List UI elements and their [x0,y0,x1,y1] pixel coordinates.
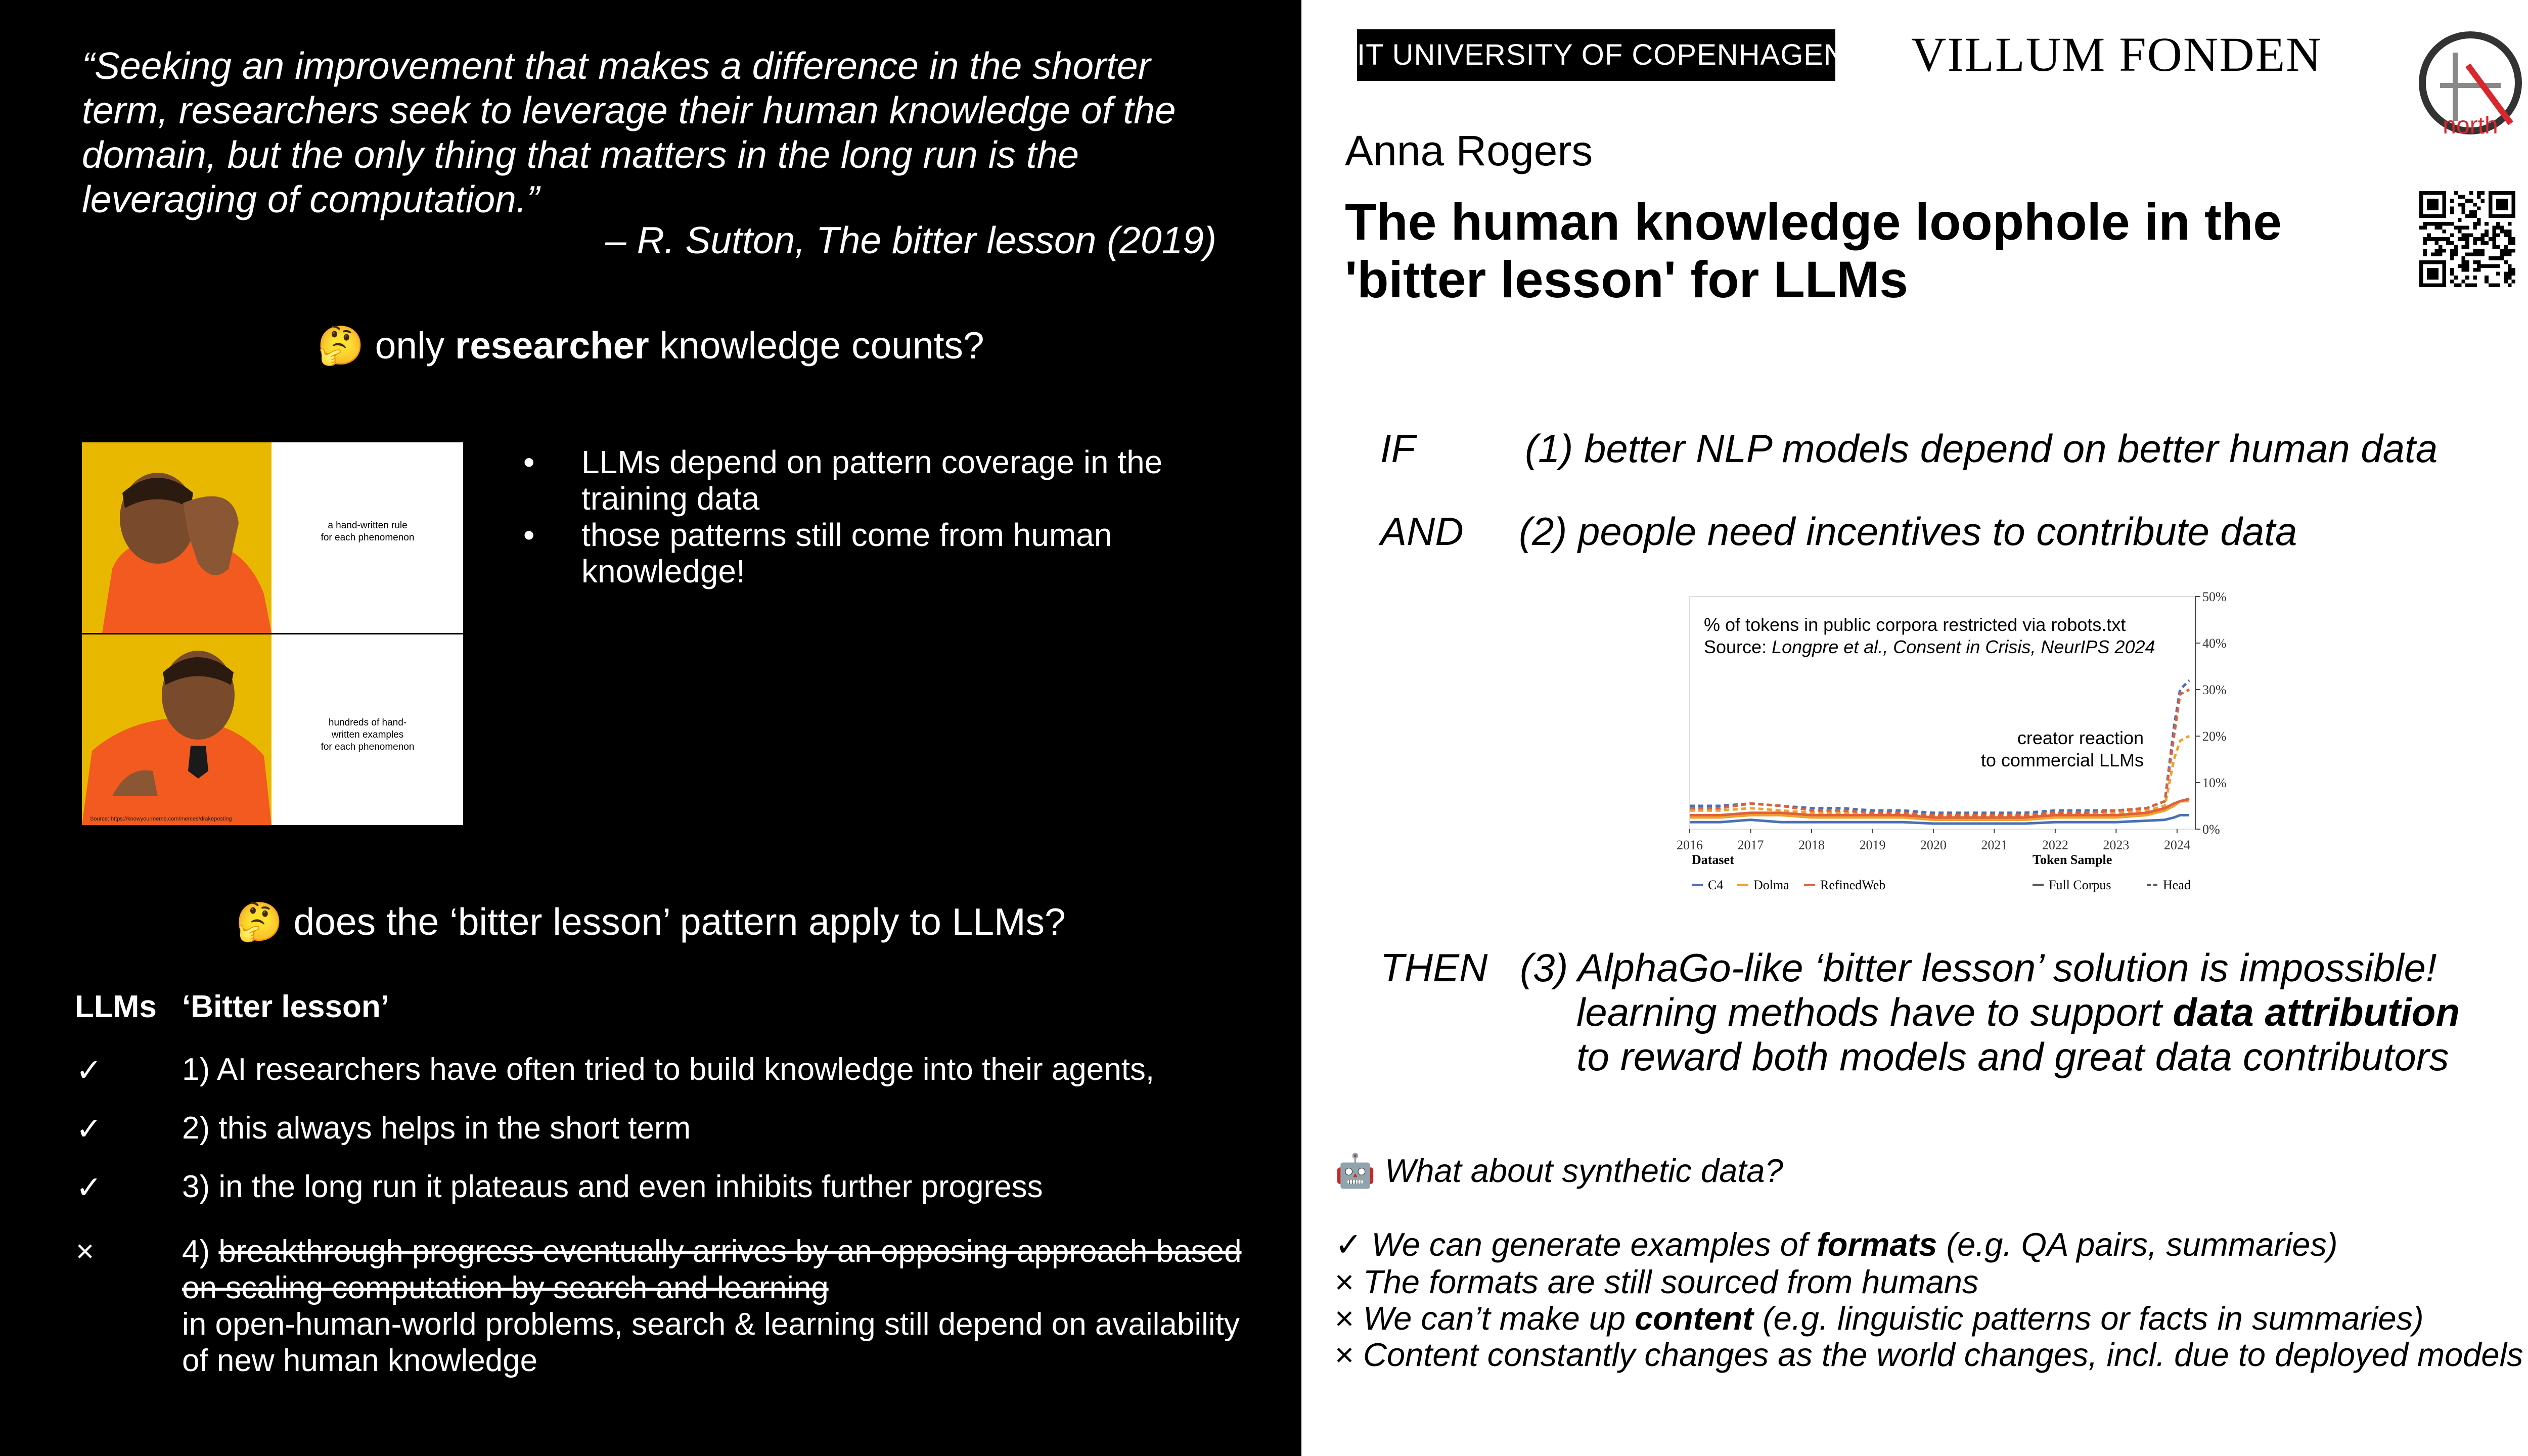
question1-pre: only [375,324,445,367]
legend-dataset-label: RefinedWeb [1820,878,1886,892]
qr-module [2477,264,2481,268]
row4-correction: in open-human-world problems, search & learning still depend on availability of new human knowledge [182,1307,1240,1378]
chart-svg [1677,584,2306,908]
qr-module [2504,234,2508,238]
check-mark-icon: ✓ [76,1053,102,1088]
qr-module [2462,206,2466,210]
x-tick-label: 2016 [1677,838,1703,852]
qr-module [2446,222,2450,226]
qr-module [2439,253,2443,257]
qr-module [2465,276,2469,280]
qr-module [2469,214,2473,218]
qr-module [2439,225,2443,230]
qr-module [2462,264,2466,268]
north-logo-icon [2415,32,2526,144]
qr-module [2454,283,2458,287]
qr-module [2465,268,2469,272]
qr-module [2496,225,2500,230]
robots-restriction-chart [1677,584,2306,908]
qr-module [2511,280,2515,284]
qr-module [2443,222,2447,226]
qr-module [2511,272,2515,276]
qr-module [2504,253,2508,257]
x-tick-label: 2017 [1737,838,1764,852]
qr-module [2462,225,2466,230]
qr-module [2462,195,2466,199]
qr-module [2462,203,2466,207]
robot-emoji-icon: 🤖 [1335,1152,1376,1189]
author-name: Anna Rogers [1345,127,1593,174]
table-row [182,1234,1244,1379]
qr-module [2462,268,2466,272]
chart-source-label: Source: [1704,636,1767,657]
qr-module [2511,268,2515,272]
table-row: 1) AI researchers have often tried to build knowledge into their agents, [182,1052,1155,1087]
qr-module [2508,268,2512,272]
qr-module [2434,241,2439,245]
qr-module [2496,245,2500,249]
qr-module [2496,234,2500,238]
itu-logo: IT UNIVERSITY OF COPENHAGEN [1357,29,1835,81]
qr-module [2473,222,2477,226]
qr-module [2458,225,2462,230]
qr-module [2446,237,2450,241]
qr-module [2458,195,2462,199]
question1-bold: researcher [455,324,649,367]
qr-module [2489,264,2493,268]
qr-module [2496,256,2500,260]
qr-module [2481,234,2485,238]
qr-module [2477,249,2481,253]
qr-module [2423,222,2427,226]
qr-module [2439,245,2443,249]
qr-finder [2427,199,2439,210]
qr-module [2492,256,2496,260]
chart-source [1704,636,2155,657]
qr-module [2427,234,2431,238]
qr-module [2462,234,2466,238]
y-tick-label: 10% [2202,776,2227,790]
qr-module [2450,249,2454,253]
then-line-2-pre: learning methods have to support [1576,990,2162,1034]
qr-module [2492,230,2496,234]
llm-pattern-bullets [518,444,1176,589]
qr-module [2473,268,2477,272]
qr-module [2446,241,2450,245]
qr-module [2511,241,2515,245]
x-tick-label: 2024 [2163,838,2190,852]
table-row: 3) in the long run it plateaus and even inhibits further progress [182,1169,1043,1204]
x-tick-label: 2020 [1920,838,1947,852]
drake-meme [82,442,463,825]
qr-module [2508,249,2512,253]
qr-module [2434,253,2439,257]
qr-module [2477,253,2481,257]
qr-module [2477,222,2481,226]
qr-module [2485,280,2489,284]
qr-module [2485,264,2489,268]
qr-module [2419,225,2423,230]
poster-title: The human knowledge loophole in the 'bitter lesson' for LLMs [1345,193,2282,308]
qr-module [2434,225,2439,230]
qr-module [2439,237,2443,241]
qr-module [2492,245,2496,249]
qr-module [2454,225,2458,230]
qr-module [2504,245,2508,249]
qr-module [2473,249,2477,253]
qr-module [2508,272,2512,276]
qr-module [2458,283,2462,287]
synthetic-question-text: What about synthetic data? [1385,1152,1783,1189]
qr-module [2508,264,2512,268]
synthetic-item-post: (e.g. linguistic patterns or facts in summaries) [1762,1300,2424,1337]
synthetic-item [1335,1225,2338,1264]
qr-module [2450,206,2454,210]
qr-module [2477,206,2481,210]
synthetic-item-text: We can’t make up [1363,1300,1626,1337]
qr-module [2434,222,2439,226]
qr-module [2500,256,2504,260]
legend-sample-label: Head [2163,878,2191,892]
qr-module [2492,234,2496,238]
question1-post: knowledge counts? [659,324,984,367]
qr-module [2458,264,2462,268]
cross-mark-icon: × [1335,1263,1354,1300]
qr-module [2465,199,2469,203]
cross-mark-icon: × [76,1234,95,1269]
if-condition: (1) better NLP models depend on better human data [1525,426,2438,471]
qr-module [2462,256,2466,260]
qr-module [2439,222,2443,226]
qr-module [2465,245,2469,249]
then-line-2 [1576,990,2460,1034]
qr-module [2492,225,2496,230]
then-label: THEN [1380,945,1488,990]
qr-module [2458,218,2462,222]
qr-module [2500,230,2504,234]
qr-module [2496,283,2500,287]
qr-module [2508,234,2512,238]
qr-module [2481,264,2485,268]
qr-module [2450,256,2454,260]
qr-module [2508,222,2512,226]
bullet-item: • those patterns still come from human knowledge! [518,517,1176,589]
qr-module [2473,214,2477,218]
qr-module [2496,272,2500,276]
y-tick-label: 50% [2202,589,2227,604]
qr-module [2489,283,2493,287]
qr-finder [2496,199,2508,210]
if-label: IF [1380,426,1416,471]
qr-module [2489,256,2493,260]
meme-bottom-text-1: hundreds of hand- [328,717,407,728]
qr-module [2434,237,2439,241]
qr-module [2431,253,2435,257]
qr-module [2489,237,2493,241]
qr-module [2423,249,2427,253]
qr-module [2477,191,2481,195]
qr-module [2481,253,2485,257]
check-mark-icon: ✓ [1335,1226,1363,1263]
qr-module [2481,191,2485,195]
qr-module [2462,245,2466,249]
x-tick-label: 2019 [1859,838,1886,852]
sutton-quote: “Seeking an improvement that makes a difference in the shorter term, researchers seek to leverage their human knowledge of the domain, but the only thing that matters in the long run is the leveraging of computation.” [82,44,1176,220]
qr-module [2450,268,2454,272]
qr-module [2458,203,2462,207]
synthetic-item [1335,1299,2424,1337]
legend-sample-title: Token Sample [2033,852,2112,867]
qr-module [2473,225,2477,230]
qr-module [2427,237,2431,241]
qr-module [2508,241,2512,245]
north-logo-text: north [2443,112,2498,139]
qr-module [2511,237,2515,241]
qr-module [2469,253,2473,257]
north-logo [2415,32,2526,144]
qr-module [2496,264,2500,268]
qr-module [2458,230,2462,234]
qr-module [2450,272,2454,276]
qr-module [2465,253,2469,257]
qr-module [2477,195,2481,199]
and-condition: (2) people need incentives to contribute data [1519,509,2297,554]
synthetic-item-bold: formats [1816,1226,1937,1263]
qr-module [2481,241,2485,245]
thinking-emoji-icon: 🤔 [236,900,283,943]
struck-claim: breakthrough progress eventually arrives by an opposing approach based on scaling computation by search and learning [182,1234,1242,1305]
chart-source-text: Longpre et al., Consent in Crisis, NeurIPS 2024 [1772,636,2155,657]
meme-bottom-text-2: written examples [331,730,404,740]
synthetic-item-text: Content constantly changes as the world changes, incl. due to deployed models [1363,1336,2523,1373]
meme-top-text-2: for each phenomenon [321,532,415,543]
qr-module [2477,260,2481,264]
bullet-item: • LLMs depend on pattern coverage in the training data [518,444,1176,517]
qr-module [2504,272,2508,276]
meme-source: Source: https://knowyourmeme.com/memes/drakeposting [90,816,232,822]
qr-module [2450,253,2454,257]
qr-module [2465,241,2469,245]
check-mark-icon: ✓ [76,1112,102,1147]
qr-module [2469,210,2473,214]
qr-module [2473,237,2477,241]
qr-module [2500,225,2504,230]
qr-module [2508,230,2512,234]
x-tick-label: 2018 [1798,838,1825,852]
x-tick-label: 2023 [2103,838,2130,852]
and-label: AND [1380,509,1464,554]
legend-dataset-label: C4 [1708,878,1724,892]
meme-bottom-text-3: for each phenomenon [321,742,415,752]
qr-module [2423,237,2427,241]
synthetic-data-question [1335,1152,1783,1190]
y-tick-label: 30% [2202,682,2227,697]
quote-attribution: – R. Sutton, The bitter lesson (2019) [605,219,1216,261]
question-bitter-lesson [0,900,1301,944]
qr-module [2431,222,2435,226]
qr-module [2450,241,2454,245]
qr-module [2477,237,2481,241]
qr-module [2508,253,2512,257]
synthetic-item-post: (e.g. QA pairs, summaries) [1946,1226,2338,1263]
qr-module [2504,249,2508,253]
cross-mark-icon: × [1335,1300,1354,1337]
qr-module [2462,260,2466,264]
qr-module [2465,264,2469,268]
question-researcher-knowledge [0,324,1301,368]
qr-module [2450,199,2454,203]
qr-module [2462,237,2466,241]
qr-module [2465,237,2469,241]
chart-title: % of tokens in public corpora restricted via robots.txt [1704,614,2126,635]
qr-module [2439,249,2443,253]
qr-module [2454,276,2458,280]
qr-module [2454,249,2458,253]
y-tick-label: 20% [2202,729,2227,744]
qr-module [2481,199,2485,203]
legend-sample-label: Full Corpus [2049,878,2111,892]
qr-module [2508,237,2512,241]
qr-module [2465,283,2469,287]
then-line-3: to reward both models and great data contributors [1576,1034,2449,1079]
x-tick-label: 2021 [1981,838,2008,852]
qr-finder [2427,268,2439,280]
then-line-1: (3) AlphaGo-like ‘bitter lesson’ solution is impossible! [1520,945,2437,990]
qr-module [2469,283,2473,287]
qr-module [2485,241,2489,245]
synthetic-item-text: We can generate examples of [1371,1226,1808,1263]
chart-annotation-1: creator reaction [2017,727,2144,748]
qr-module [2473,253,2477,257]
legend-dataset-label: Dolma [1753,878,1789,892]
qr-module [2431,237,2435,241]
check-mark-icon: ✓ [76,1170,102,1205]
qr-module [2465,260,2469,264]
qr-module [2485,230,2489,234]
qr-module [2469,199,2473,203]
qr-module [2465,234,2469,238]
legend-dataset-title: Dataset [1692,852,1734,867]
thinking-emoji-icon: 🤔 [317,324,365,367]
qr-module [2500,249,2504,253]
qr-module [2423,225,2427,230]
qr-module [2427,222,2431,226]
qr-module [2508,283,2512,287]
x-tick-label: 2022 [2042,838,2068,852]
qr-module [2473,241,2477,245]
qr-module [2485,276,2489,280]
qr-module [2504,230,2508,234]
chart-annotation-2: to commercial LLMs [1980,750,2144,770]
qr-module [2469,234,2473,238]
qr-module [2481,237,2485,241]
qr-module [2504,280,2508,284]
villum-fonden-logo: VILLUM FONDEN [1911,27,2322,81]
qr-module [2485,234,2489,238]
meme-top-text-1: a hand-written rule [328,520,408,531]
qr-module [2450,210,2454,214]
qr-module [2511,249,2515,253]
qr-module [2492,283,2496,287]
qr-module [2504,260,2508,264]
qr-module [2458,237,2462,241]
qr-module [2443,237,2447,241]
qr-module [2473,276,2477,280]
qr-module [2465,214,2469,218]
qr-module [2473,203,2477,207]
qr-module [2443,230,2447,234]
y-tick-label: 40% [2202,636,2227,651]
qr-code-icon[interactable] [2419,191,2515,287]
data-attribution-emphasis: data attribution [2173,990,2460,1034]
cross-mark-icon: × [1335,1336,1354,1373]
question2-text: does the ‘bitter lesson’ pattern apply to LLMs? [293,900,1066,943]
qr-module [2450,234,2454,238]
qr-module [2492,241,2496,245]
qr-module [2481,249,2485,253]
qr-module [2434,249,2439,253]
qr-module [2454,245,2458,249]
qr-module [2504,276,2508,280]
qr-module [2492,237,2496,241]
qr-module [2469,191,2473,195]
synthetic-item [1335,1263,1978,1301]
qr-module [2473,283,2477,287]
synthetic-item-text: The formats are still sourced from humans [1363,1263,1979,1300]
qr-module [2465,225,2469,230]
table-row: 2) this always helps in the short term [182,1111,691,1146]
table-header-bitter-lesson: ‘Bitter lesson’ [182,989,389,1024]
synthetic-item [1335,1336,2523,1374]
qr-module [2492,264,2496,268]
qr-module [2443,249,2447,253]
qr-module [2473,210,2477,214]
qr-module [2462,210,2466,214]
qr-module [2423,253,2427,257]
qr-module [2496,222,2500,226]
qr-module [2477,268,2481,272]
qr-module [2500,253,2504,257]
qr-module [2508,276,2512,280]
qr-module [2454,191,2458,195]
table-header-llms: LLMs [75,989,157,1024]
drake-meme-image [82,442,463,825]
row4-prefix: 4) [182,1234,210,1269]
qr-module [2485,222,2489,226]
qr-module [2450,222,2454,226]
synthetic-item-bold: content [1635,1300,1753,1337]
qr-code-graphic [2419,191,2515,287]
y-tick-label: 0% [2202,822,2220,837]
qr-module [2423,241,2427,245]
qr-module [2450,280,2454,284]
qr-module [2477,218,2481,222]
qr-module [2462,280,2466,284]
qr-module [2454,253,2458,257]
qr-module [2473,260,2477,264]
